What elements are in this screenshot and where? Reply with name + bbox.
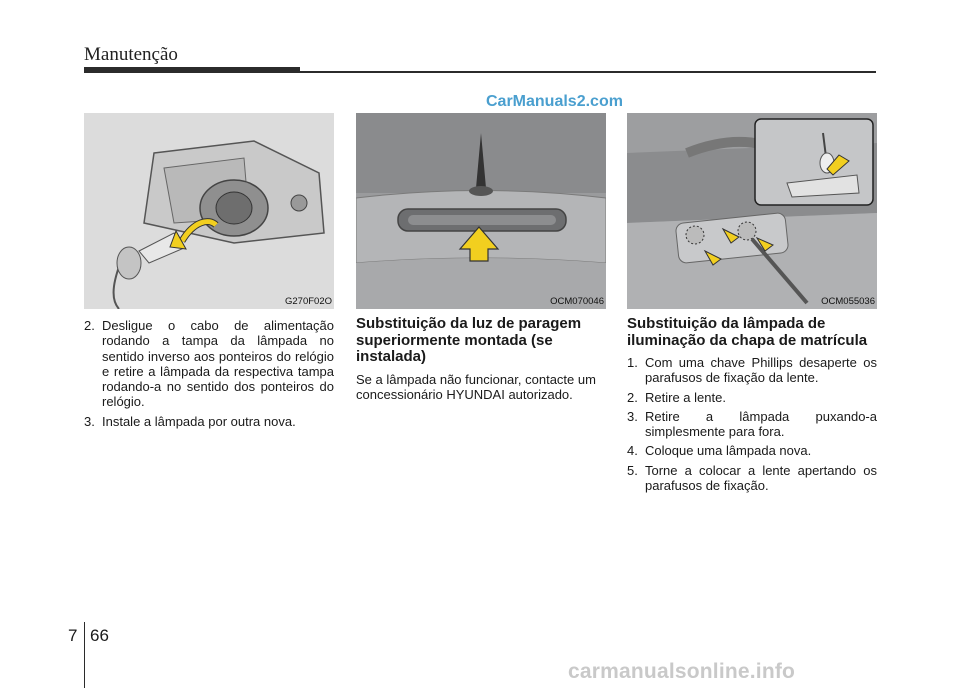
section-heading: Substituição da luz de paragem superiormente montada (se instalada) [356,315,582,365]
list-item: 2. Retire a lente. [627,389,726,405]
license-lamp-illustration [627,113,877,309]
figure-label: G270F02O [285,296,332,307]
section-body: Se a lâmpada não funcionar, contacte um concessionário HYUNDAI autorizado. [356,371,596,402]
watermark-bottom: carmanualsonline.info [568,660,796,683]
figure-label: OCM070046 [550,296,604,307]
list-item: 5. Torne a colocar a lente apertando os parafusos de fixação. [627,462,877,494]
list-item: 3. Instale a lâmpada por outra nova. [84,413,296,429]
header-rule-thick [84,67,300,73]
footer-divider [84,622,85,688]
list-item: 1. Com uma chave Phillips desaperte os parafusos de fixação da lente. [627,355,877,386]
stop-lamp-illustration [356,113,606,309]
header-rule-thin [300,71,876,73]
column-2-text [356,316,606,402]
page-number: 66 [90,626,109,645]
figure-label: OCM055036 [821,296,875,307]
figure-stop-lamp [356,113,606,309]
figure-rear-lamp [84,113,334,309]
chapter-number: 7 [68,626,78,645]
column-3-text [627,316,877,497]
page-title: Manutenção [84,44,178,65]
section-heading: Substituição da lâmpada de iluminação da chapa de matrícula [627,315,868,349]
figure-license-lamp [627,113,877,309]
list-item: 2. Desligue o cabo de alimentação rodando a tampa da lâmpada no sentido inverso aos ponteiros do relógio e retire a lâmpada da respectiva tampa rodando-a no sentido dos ponteiros do relógio. [84,318,334,410]
watermark-top: CarManuals2.com [486,93,623,110]
list-item: 3. Retire a lâmpada puxando-a simplesmente para fora. [627,408,877,440]
rear-lamp-illustration [84,113,334,309]
list-item: 4. Coloque uma lâmpada nova. [627,443,812,459]
column-1-text [84,318,334,433]
